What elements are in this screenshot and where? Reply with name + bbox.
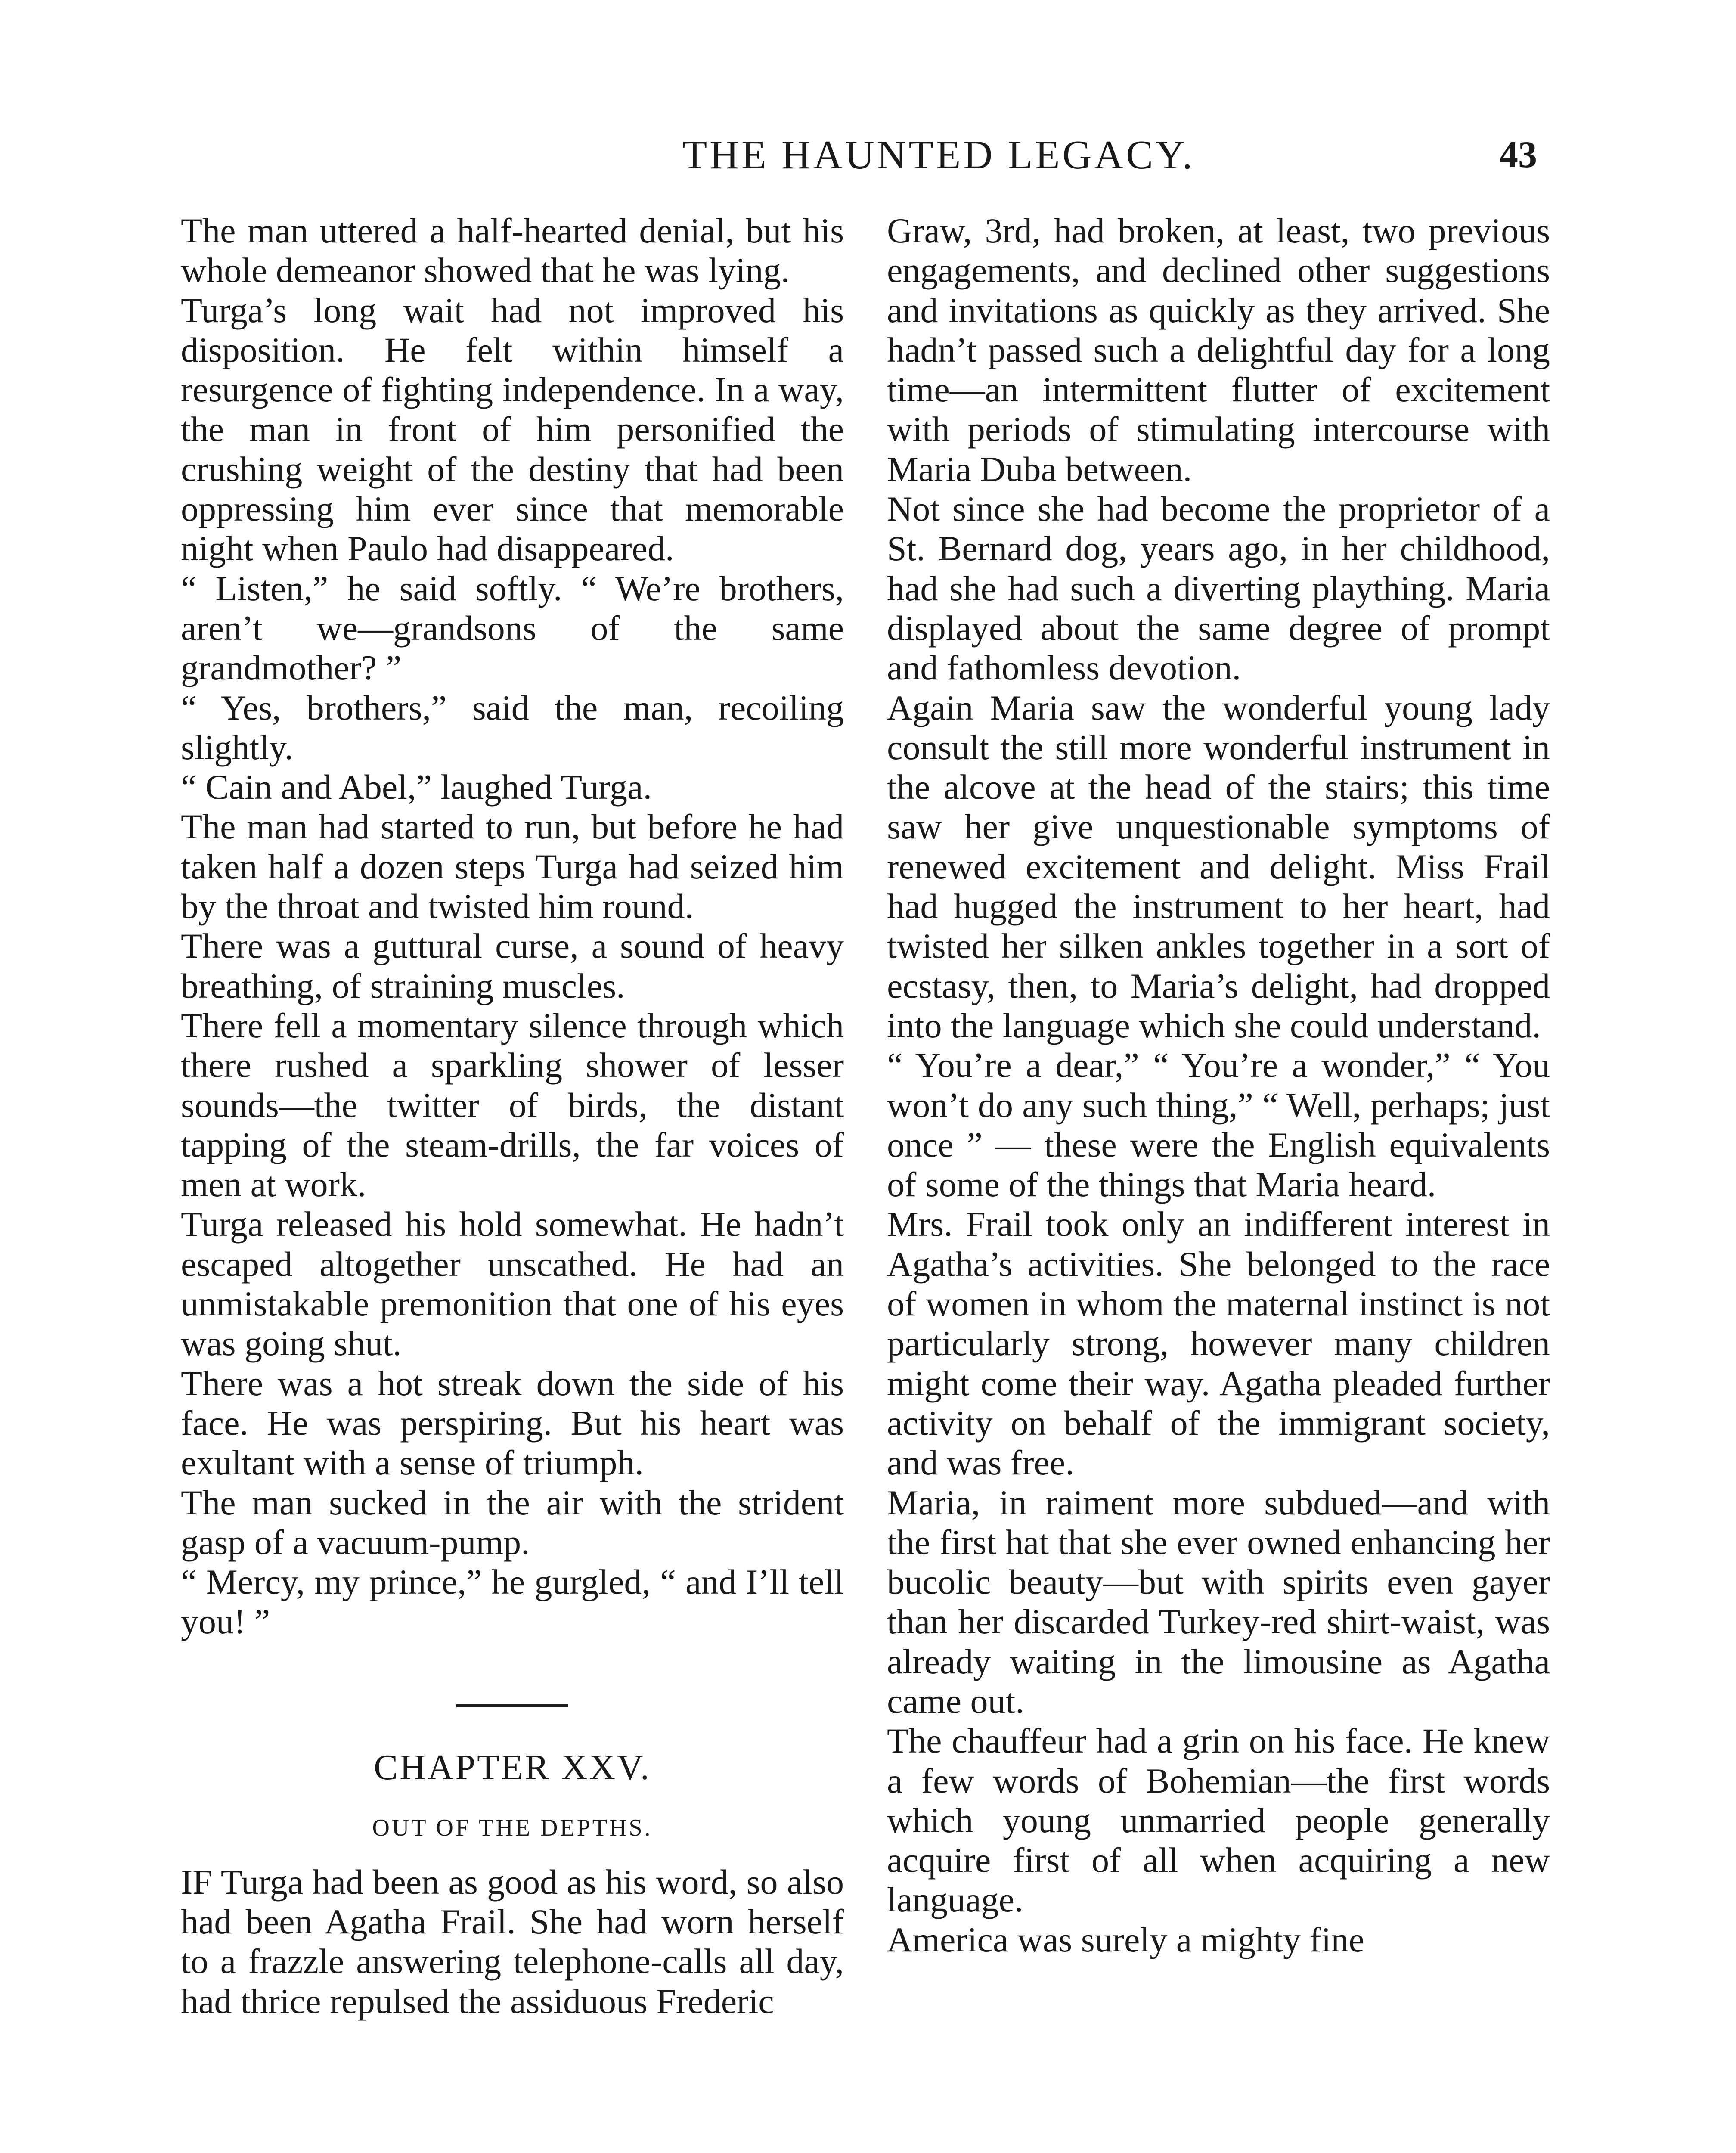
paragraph: There was a guttural curse, a sound of heavy breathing, of straining muscles.: [181, 926, 844, 1005]
paragraph: IF Turga had been as good as his word, so also had been Agatha Frail. She had worn herself to a frazzle answering telephone-calls all day, had thrice repulsed the assiduous Frederic: [181, 1862, 844, 2021]
paragraph: “ Cain and Abel,” laughed Turga.: [181, 767, 652, 807]
right-column: [887, 211, 1550, 1960]
chapter-subtitle: OUT OF THE DEPTHS.: [372, 1814, 653, 1841]
paragraph: The chauffeur had a grin on his face. He knew a few words of Bohemian—the first words which young unmarried people generally acquire first of all when acquiring a new language.: [887, 1721, 1550, 1920]
page-number: 43: [1499, 134, 1537, 176]
chapter-title: CHAPTER XXV.: [374, 1747, 651, 1787]
paragraph: The man sucked in the air with the strident gasp of a vacuum-pump.: [181, 1483, 844, 1562]
paragraph: The man uttered a half-hearted denial, but his whole demeanor showed that he was lying.: [181, 211, 844, 290]
paragraph: Graw, 3rd, had broken, at least, two previous engagements, and declined other suggestions and invitations as quickly as they arrived. She hadn’t passed such a delightful day for a long time—an intermittent flutter of excitement with periods of stimulating intercourse with Maria Duba between.: [887, 211, 1550, 489]
paragraph: “ Mercy, my prince,” he gurgled, “ and I’ll tell you! ”: [181, 1562, 844, 1641]
running-head: [202, 129, 1537, 181]
running-title: THE HAUNTED LEGACY.: [682, 133, 1195, 177]
paragraph: There was a hot streak down the side of his face. He was perspiring. But his heart was exultant with a sense of triumph.: [181, 1363, 844, 1483]
paragraph: “ Listen,” he said softly. “ We’re brothers, aren’t we—grandsons of the same grandmother? ”: [181, 568, 844, 688]
paragraph: The man had started to run, but before he had taken half a dozen steps Turga had seized him by the throat and twisted him round.: [181, 807, 844, 926]
paragraph: Maria, in raiment more subdued—and with the first hat that she ever owned enhancing her bucolic beauty—but with spirits even gayer than her discarded Turkey-red shirt-waist, was already waiting in the limousine as Agatha came out.: [887, 1483, 1550, 1721]
paragraph: Not since she had become the proprietor of a St. Bernard dog, years ago, in her childhood, had she had such a diverting plaything. Maria displayed about the same degree of prompt and fathomless devotion.: [887, 489, 1550, 688]
paragraph: There fell a momentary silence through which there rushed a sparkling shower of lesser sounds—the twitter of birds, the distant tapping of the steam-drills, the far voices of men at work.: [181, 1005, 844, 1204]
paragraph: Mrs. Frail took only an indifferent interest in Agatha’s activities. She belonged to the race of women in whom the maternal instinct is not particularly strong, however many children might come their way. Agatha pleaded further activity on behalf of the immigrant society, and was free.: [887, 1204, 1550, 1483]
section-divider: [456, 1704, 568, 1707]
paragraph: America was surely a mighty fine: [887, 1920, 1364, 1959]
paragraph: “ You’re a dear,” “ You’re a wonder,” “ You won’t do any such thing,” “ Well, perhaps; just once ” — these were the English equivalents of some of the things that Maria heard.: [887, 1045, 1550, 1204]
left-column: [181, 211, 844, 2021]
paragraph: Again Maria saw the wonderful young lady consult the still more wonderful instrument in the alcove at the head of the stairs; this time saw her give unquestionable symptoms of renewed excitement and delight. Miss Frail had hugged the instrument to her heart, had twisted her silken ankles together in a sort of ecstasy, then, to Maria’s delight, had dropped into the language which she could understand.: [887, 688, 1550, 1045]
paragraph: Turga released his hold somewhat. He hadn’t escaped altogether unscathed. He had an unmistakable premonition that one of his eyes was going shut.: [181, 1204, 844, 1363]
paragraph: “ Yes, brothers,” said the man, recoiling slightly.: [181, 688, 844, 767]
paragraph: Turga’s long wait had not improved his disposition. He felt within himself a resurgence of fighting independence. In a way, the man in front of him personified the crushing weight of the destiny that had been oppressing him ever since that memorable night when Paulo had disappeared.: [181, 290, 844, 568]
